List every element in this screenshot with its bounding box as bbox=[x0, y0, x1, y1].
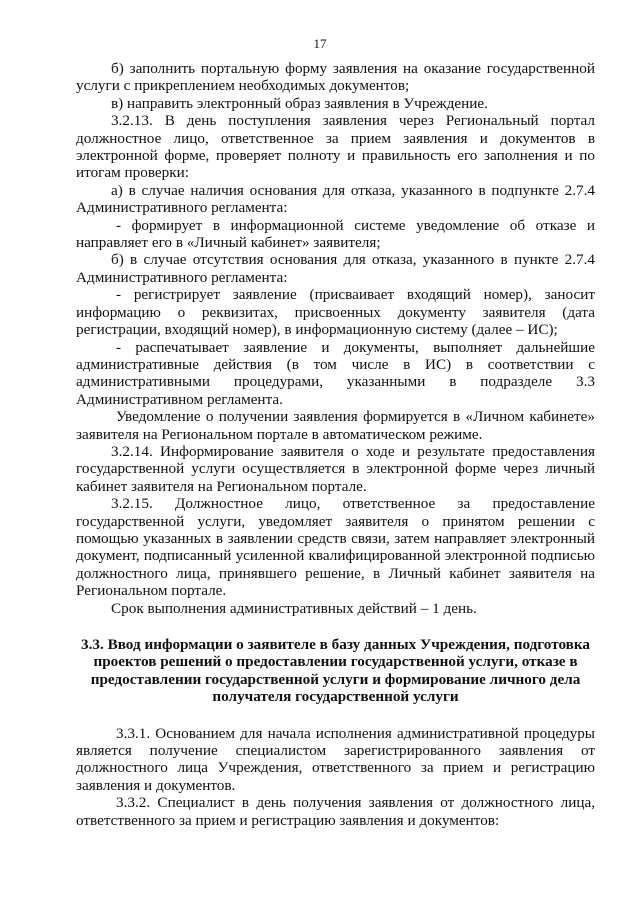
paragraph-refusal-notice: - формирует в информационной системе уведомление об отказе и направляет его в «Личный кабинет» заявителя; bbox=[76, 216, 595, 252]
paragraph-3-2-13: 3.2.13. В день поступления заявления через Региональный портал должностное лицо, ответственное за прием заявления и документов в электронной форме, проверяет полноту и правильность его заполнения и по итогам проверки: bbox=[76, 112, 595, 182]
paragraph-3-2-14: 3.2.14. Информирование заявителя о ходе и результате предоставления государственной услуги осуществляется в электронной форме через личный кабинет заявителя на Региональном портале. bbox=[76, 442, 595, 495]
paragraph-refusal-case: а) в случае наличия основания для отказа, указанного в подпункте 2.7.4 Административного регламента: bbox=[76, 181, 595, 217]
paragraph-send-image: в) направить электронный образ заявления в Учреждение. bbox=[111, 94, 488, 112]
paragraph-deadline: Срок выполнения административных действий – 1 день. bbox=[111, 599, 477, 617]
paragraph-notification: Уведомление о получении заявления формируется в «Личном кабинете» заявителя на Региональном портале в автоматическом режиме. bbox=[76, 408, 595, 443]
page-number: 17 bbox=[313, 36, 327, 51]
section-heading-3-3: 3.3. Ввод информации о заявителе в базу данных Учреждения, подготовка проектов решений о предоставлении государственной услуги, отказе в предоставлении государственной услуги и формирование личного дела получателя государственной услуги bbox=[81, 636, 590, 706]
paragraph-register: - регистрирует заявление (присваивает входящий номер), заносит информацию о реквизитах, присвоенных документу заявителя (дата регистрации, входящий номер), в информационную систему (далее – ИС); bbox=[76, 286, 595, 339]
paragraph-no-refusal-case: б) в случае отсутствия основания для отказа, указанного в пункте 2.7.4 Административного регламента: bbox=[76, 251, 595, 286]
document-body bbox=[76, 60, 595, 829]
paragraph-3-3-1: 3.3.1. Основанием для начала исполнения административной процедуры является получение специалистом зарегистрированного заявления от должностного лица Учреждения, ответственного за прием и регистрацию заявления и документов. bbox=[76, 724, 595, 794]
paragraph-form-fill: б) заполнить портальную форму заявления на оказание государственной услуги с прикреплением необходимых документов; bbox=[76, 60, 595, 95]
paragraph-3-3-2: 3.3.2. Специалист в день получения заявления от должностного лица, ответственного за прием и регистрацию заявления и документов: bbox=[76, 794, 595, 829]
paragraph-3-2-15: 3.2.15. Должностное лицо, ответственное за предоставление государственной услуги, уведомляет заявителя о принятом решении с помощью указанных в заявлении средств связи, затем направляет электронный документ, подписанный усиленной квалифицированной электронной подписью должностного лица, принявшего решение, в Личный кабинет заявителя на Региональном портале. bbox=[76, 495, 595, 600]
paragraph-print: - распечатывает заявление и документы, выполняет дальнейшие административные действия (в том числе в ИС) в соответствии с административными процедурами, указанными в подразделе 3.3 Административном регламента. bbox=[76, 338, 595, 408]
